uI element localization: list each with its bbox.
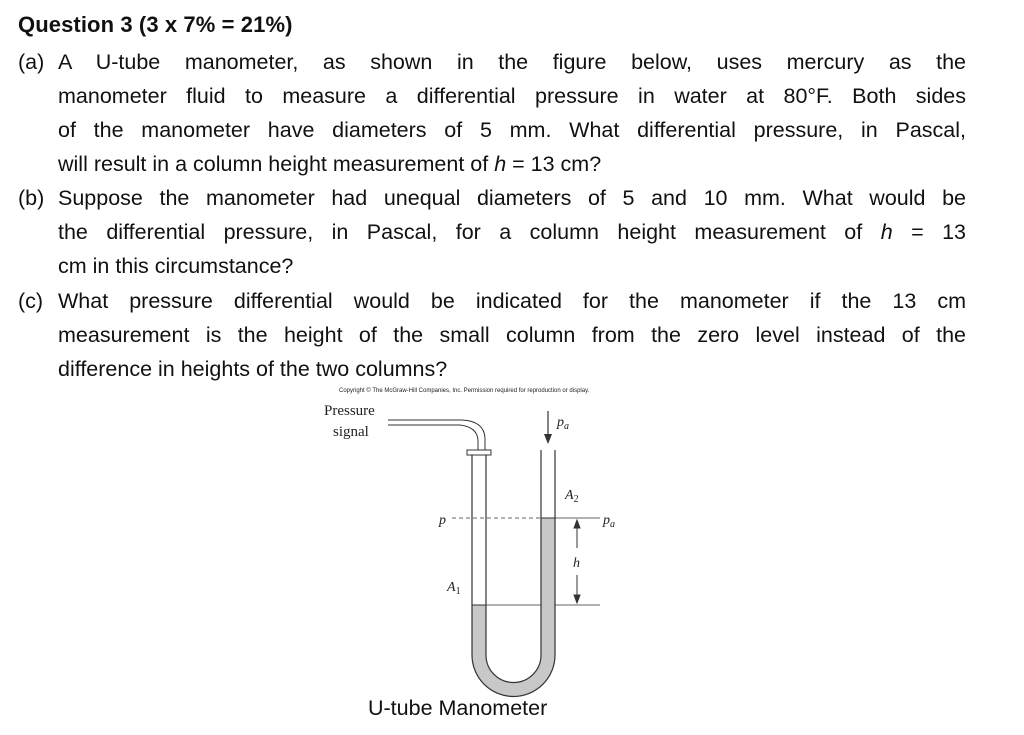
a1-sub: 1 <box>455 586 461 597</box>
part-c-line-1: What pressure differential would be indicated for the manometer if the 13 cm <box>58 289 966 313</box>
part-b-line-2-suffix: = 13 <box>892 220 967 244</box>
pa-top-p: p <box>557 415 564 430</box>
part-b-line-1: Suppose the manometer had unequal diameters of 5 and 10 mm. What would be <box>58 186 966 210</box>
a1-label <box>446 580 461 597</box>
mercury-fluid <box>472 518 555 696</box>
left-column-cap <box>467 450 491 455</box>
bottom-bend-fluid <box>472 645 555 696</box>
a1-letter: A <box>447 580 456 595</box>
pa-top-arrowhead <box>544 434 552 444</box>
pa-top-label <box>556 415 569 432</box>
figure-caption: U-tube Manometer <box>368 696 548 720</box>
signal-tube <box>388 420 485 451</box>
part-a-line-2: manometer fluid to measure a differential pressure in water at 80°F. Both sides <box>58 84 966 108</box>
pressure-label: Pressure <box>324 403 375 419</box>
right-column-fluid <box>541 518 555 645</box>
p-label: p <box>439 513 446 528</box>
part-a-line-1: A U-tube manometer, as shown in the figure below, uses mercury as the <box>58 50 966 74</box>
pa-right-p: p <box>603 513 610 528</box>
left-column-fluid <box>472 605 486 645</box>
signal-label: signal <box>333 424 369 440</box>
figure-copyright: Copyright © The McGraw-Hill Companies, Inc. Permission required for reproduction or display. <box>339 388 590 394</box>
part-b-label: (b) <box>18 186 45 210</box>
part-c-line-2: measurement is the height of the small column from the zero level instead of the <box>58 323 966 347</box>
a2-letter: A <box>565 488 574 503</box>
pa-right-sub: a <box>610 519 615 530</box>
part-b-line-3: cm in this circumstance? <box>58 254 294 278</box>
a2-sub: 2 <box>573 494 579 505</box>
part-c-label: (c) <box>18 289 44 313</box>
part-a-line-3: of the manometer have diameters of 5 mm. What differential pressure, in Pascal, <box>58 118 966 142</box>
part-a-label: (a) <box>18 50 45 74</box>
part-b-h-variable: h <box>880 220 893 244</box>
h-label: h <box>573 556 580 571</box>
a2-label <box>564 488 579 505</box>
part-b-line-2-prefix: the differential pressure, in Pascal, for a column height measurement of <box>58 220 881 244</box>
part-c-line-3: difference in heights of the two columns? <box>58 357 448 381</box>
question-title: Question 3 (3 x 7% = 21%) <box>18 12 293 37</box>
part-a-h-variable: h <box>494 152 507 176</box>
part-a-line-4-suffix: = 13 cm? <box>506 152 602 176</box>
pa-top-sub: a <box>564 421 569 432</box>
part-a-line-4-prefix: will result in a column height measurement of <box>58 152 495 176</box>
pa-right-label <box>602 513 615 530</box>
